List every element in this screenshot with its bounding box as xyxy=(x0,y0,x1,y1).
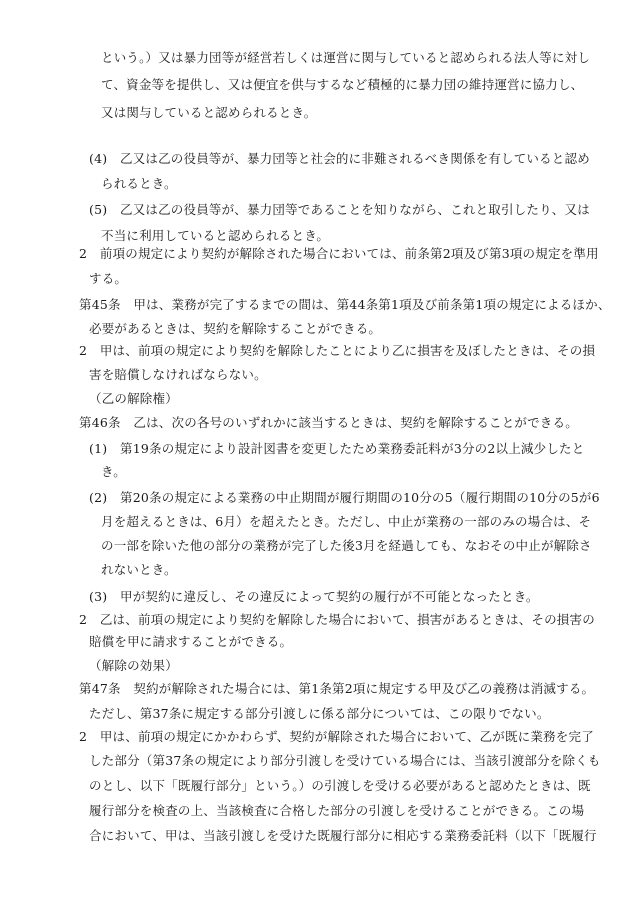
text-line: という。）又は暴力団等が経営若しくは運営に関与していると認められる法人等に対し xyxy=(101,50,591,65)
text-line: のとし、以下「既履行部分」という。）の引渡しを受ける必要があると認めたときは、既 xyxy=(89,778,591,793)
article-47: 第47条 契約が解除された場合には、第1条第2項に規定する甲及び乙の義務は消滅する。 xyxy=(79,681,595,696)
text-line: 必要があるときは、契約を解除することができる。 xyxy=(89,321,382,336)
text-line: (5) 乙又は乙の役員等が、暴力団等であることを知りながら、これと取引したり、又は xyxy=(89,202,590,217)
text-line: ただし、第37条に規定する部分引渡しに係る部分については、この限りでない。 xyxy=(89,706,550,721)
section-heading: （乙の解除権） xyxy=(89,391,178,406)
text-line: 2 甲は、前項の規定により契約を解除したことにより乙に損害を及ぼしたときは、その損 xyxy=(79,343,596,358)
text-line: (4) 乙又は乙の役員等が、暴力団等と社会的に非難されるべき関係を有していると認め xyxy=(89,151,590,166)
text-line: (3) 甲が契約に違反し、その違反によって契約の履行が不可能となったとき。 xyxy=(89,589,539,604)
section-heading: （解除の効果） xyxy=(89,658,178,673)
article-46: 第46条 乙は、次の各号のいずれかに該当するときは、契約を解除することができる。 xyxy=(79,415,578,430)
article-45: 第45条 甲は、業務が完了するまでの間は、第44条第1項及び前条第1項の規定によるほか、 xyxy=(79,297,611,312)
text-line: (1) 第19条の規定により設計図書を変更したため業務委託料が3分の2以上減少したと xyxy=(89,441,585,456)
text-line: した部分（第37条の規定により部分引渡しを受けている場合には、当該引渡部分を除くも xyxy=(89,753,601,768)
text-line: 月を超えるときは、6月）を超えたとき。ただし、中止が業務の一部のみの場合は、そ xyxy=(101,514,592,529)
text-line: 2 前項の規定により契約が解除された場合においては、前条第2項及び第3項の規定を準用 xyxy=(79,246,599,261)
text-line: 2 乙は、前項の規定により契約を解除した場合において、損害があるときは、その損害の xyxy=(79,612,595,627)
text-line: 合において、甲は、当該引渡しを受けた既履行部分に相応する業務委託料（以下「既履行 xyxy=(89,828,597,843)
text-line: 不当に利用していると認められるとき。 xyxy=(101,228,330,243)
text-line: する。 xyxy=(89,271,128,286)
text-line: 賠償を甲に請求することができる。 xyxy=(89,634,293,649)
text-line: 又は関与していると認められるとき。 xyxy=(101,105,317,120)
text-line: の一部を除いた他の部分の業務が完了した後3月を経過しても、なおその中止が解除さ xyxy=(101,538,592,553)
text-line: て、資金等を提供し、又は便宜を供与するなど積極的に暴力団の維持運営に協力し、 xyxy=(101,77,584,92)
text-line: 害を賠償しなければならない。 xyxy=(89,367,267,382)
text-line: れないとき。 xyxy=(101,562,177,577)
text-line: られるとき。 xyxy=(101,176,177,191)
text-line: き。 xyxy=(101,464,126,479)
text-line: (2) 第20条の規定による業務の中止期間が履行期間の10分の5（履行期間の10分の5が6 xyxy=(89,490,600,505)
text-line: 履行部分を検査の上、当該検査に合格した部分の引渡しを受けることができる。この場 xyxy=(89,803,585,818)
text-line: 2 甲は、前項の規定にかかわらず、契約が解除された場合において、乙が既に業務を完了 xyxy=(79,729,594,744)
